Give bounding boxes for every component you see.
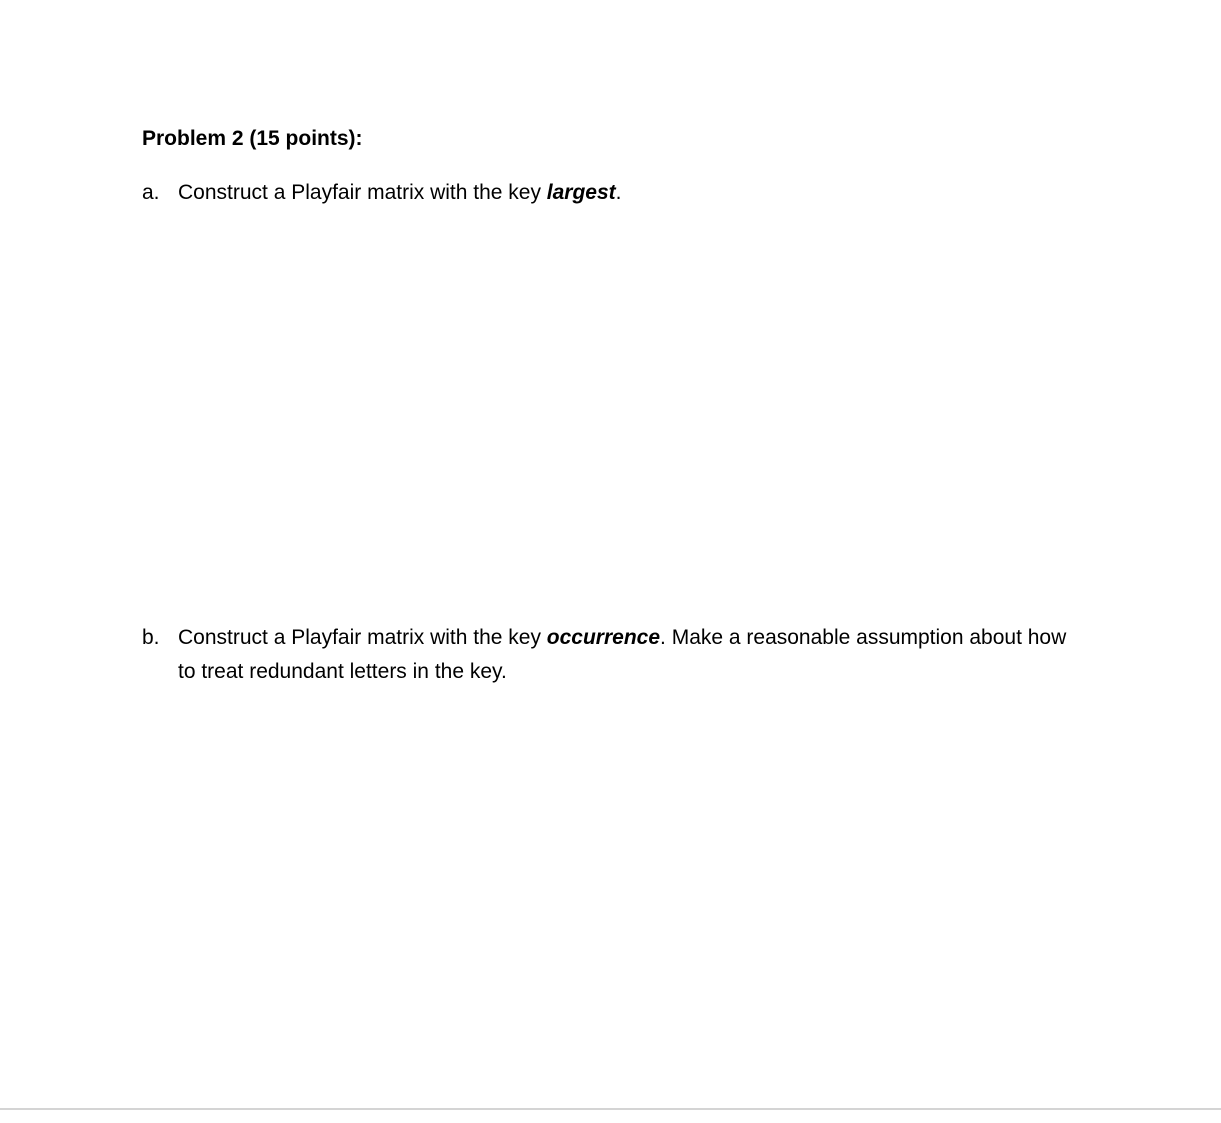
list-marker-a: a.: [142, 181, 160, 204]
problem-title: Problem 2 (15 points):: [142, 127, 363, 150]
page-bottom-border: [0, 1108, 1221, 1110]
item-b-keyword: occurrence: [546, 626, 661, 649]
item-a-keyword: largest: [546, 181, 616, 204]
list-item-a: [142, 176, 1068, 210]
list-item-b: [142, 621, 1068, 689]
item-a-text-after: .: [615, 181, 622, 204]
list-item-a-text: [178, 176, 1068, 210]
item-b-text-before: Construct a Playfair matrix with the key: [178, 626, 547, 649]
list-marker-b: b.: [142, 626, 160, 649]
list-item-b-text: [178, 621, 1068, 689]
item-b-text-after: . Make a reasonable assumption about how to treat redundant letters in the key.: [178, 626, 1067, 683]
item-a-text-before: Construct a Playfair matrix with the key: [178, 181, 547, 204]
